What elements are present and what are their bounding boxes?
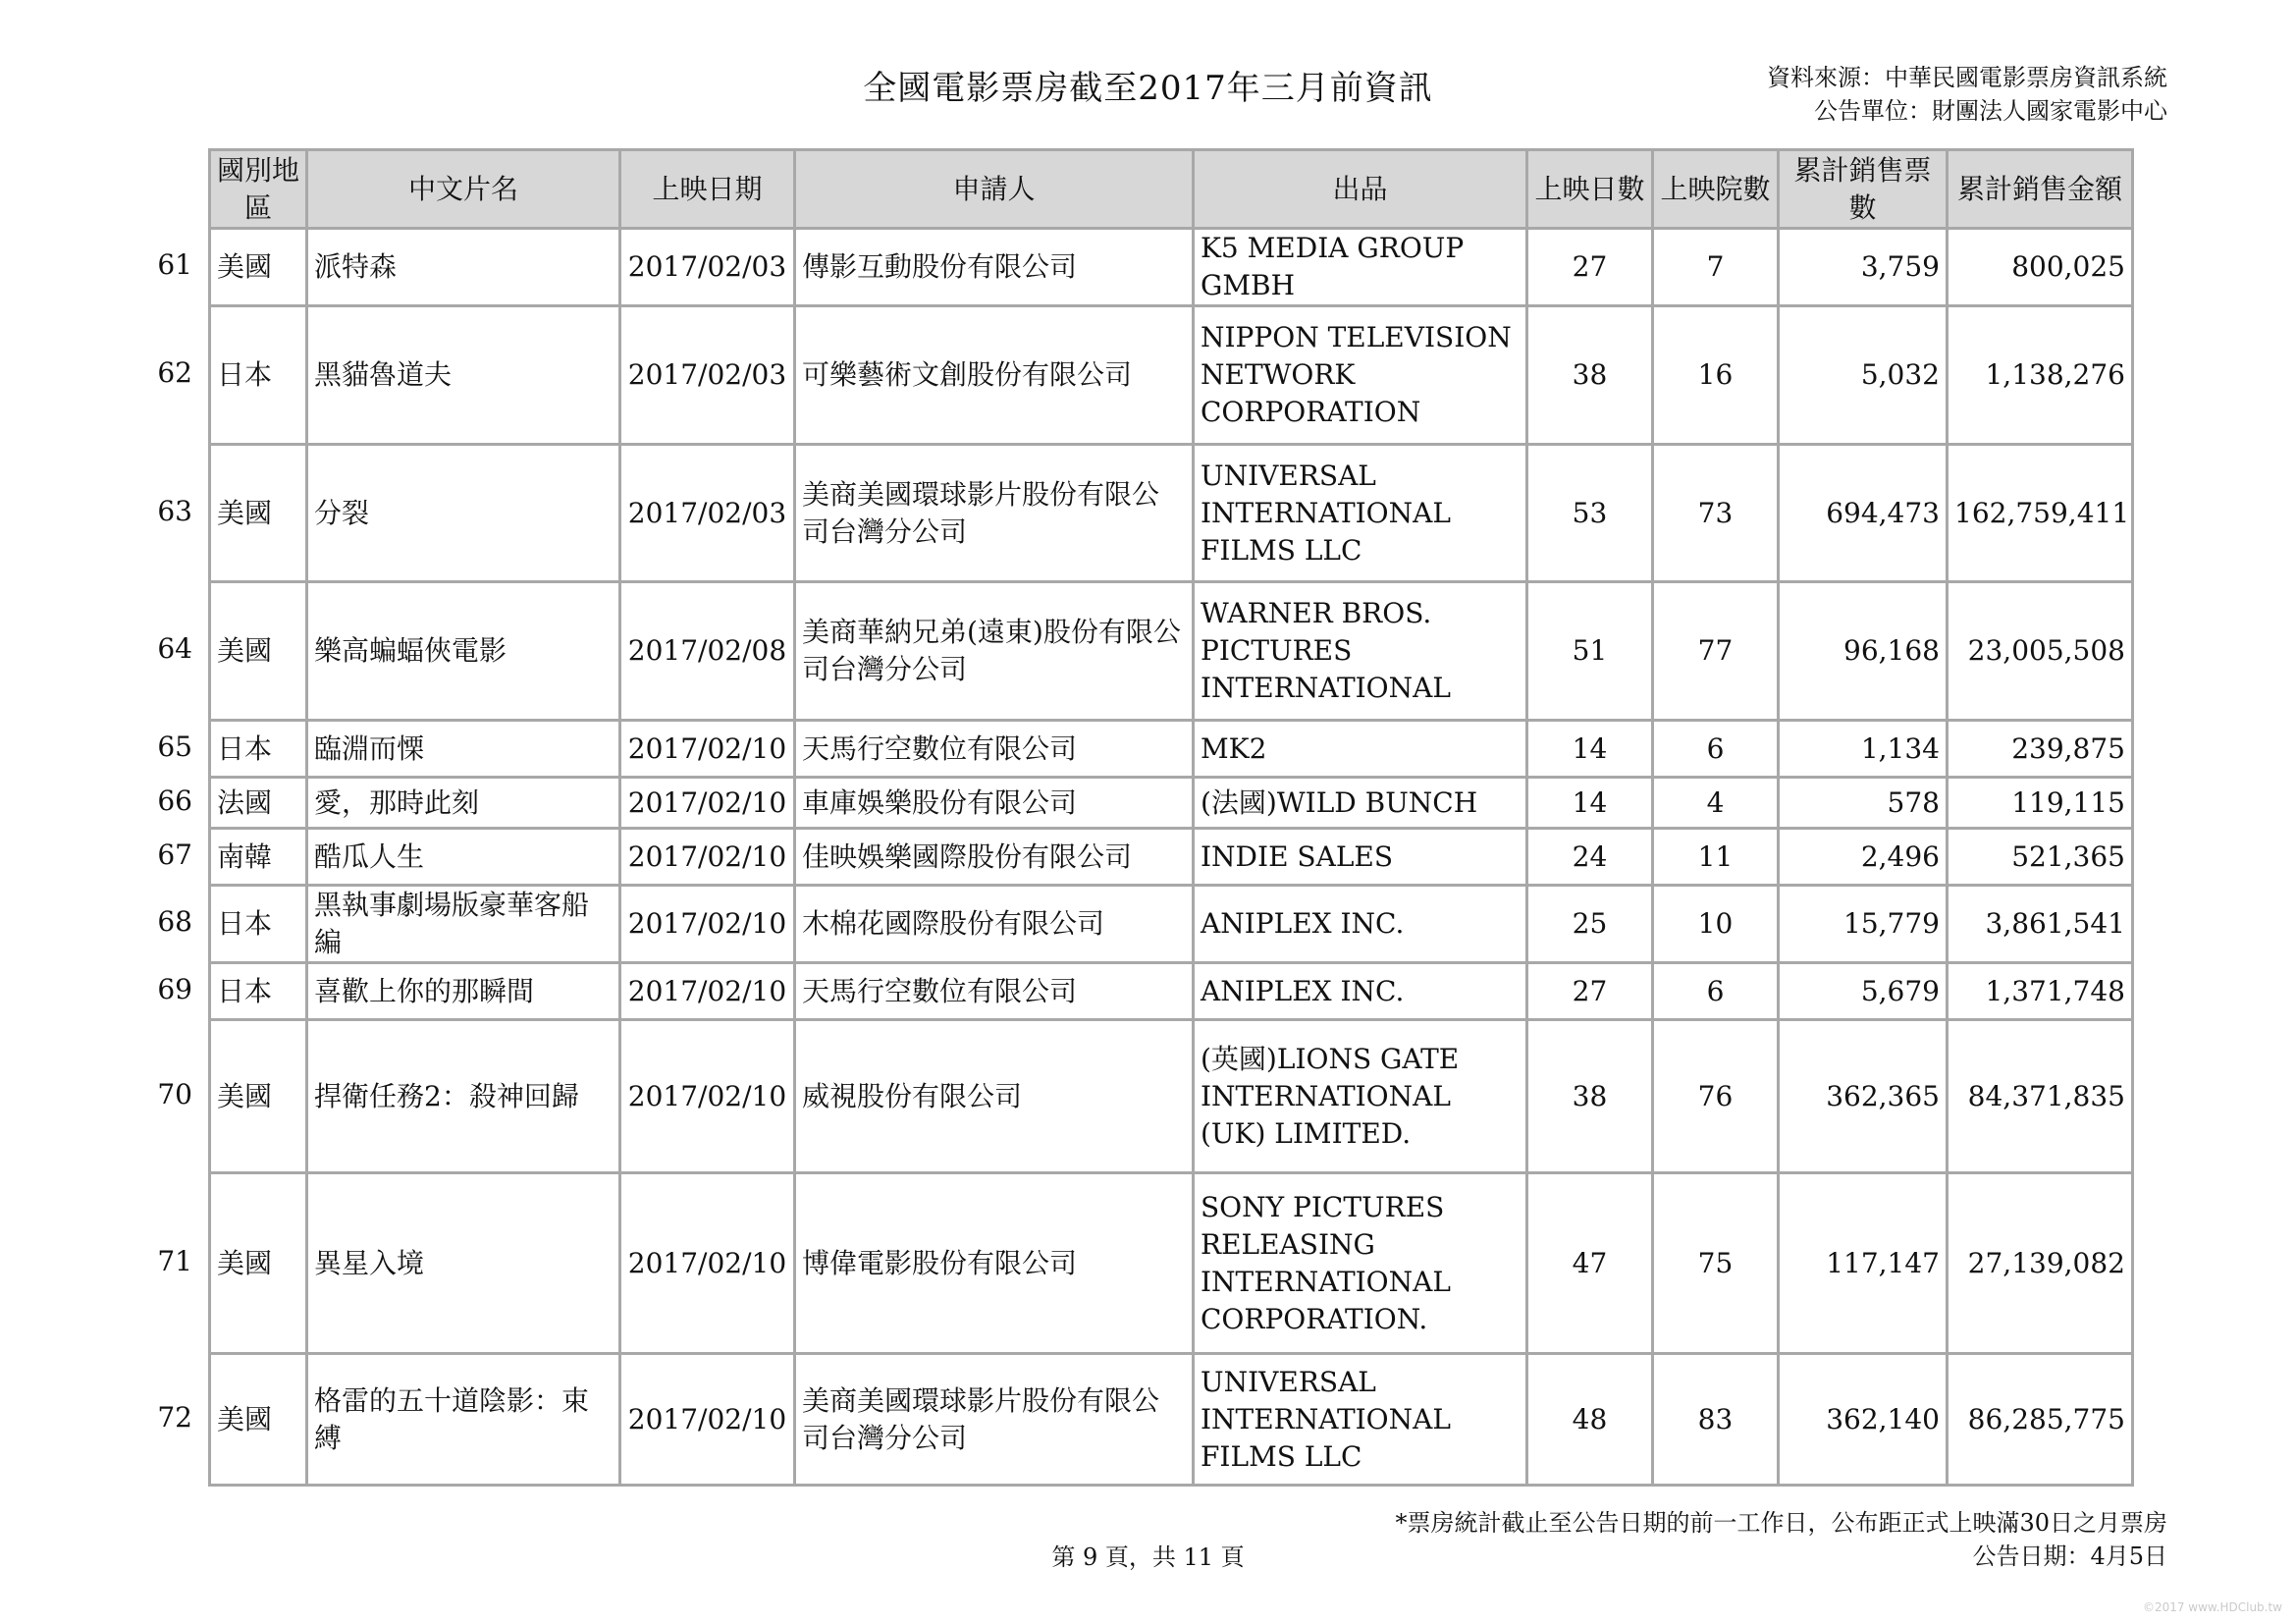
- row-gross: 162,759,411: [1948, 445, 2133, 582]
- table-row: [210, 886, 2133, 963]
- row-producer: UNIVERSAL INTERNATIONAL FILMS LLC: [1194, 1354, 1527, 1486]
- row-country: 美國: [210, 582, 307, 721]
- row-theaters: 10: [1653, 886, 1779, 963]
- row-theaters: 76: [1653, 1020, 1779, 1173]
- row-title: 格雷的五十道陰影：束縛: [307, 1354, 620, 1486]
- row-date: 2017/02/10: [620, 721, 795, 778]
- row-gross: 800,025: [1948, 229, 2133, 306]
- row-number: 72: [157, 1400, 192, 1434]
- row-title: 分裂: [307, 445, 620, 582]
- header-gross: 累計銷售金額: [1948, 150, 2133, 229]
- row-title: 黑貓魯道夫: [307, 306, 620, 445]
- row-days: 38: [1527, 1020, 1653, 1173]
- table-row: [210, 829, 2133, 886]
- header-producer: 出品: [1194, 150, 1527, 229]
- row-days: 38: [1527, 306, 1653, 445]
- row-theaters: 6: [1653, 721, 1779, 778]
- publisher-line: 公告單位：財團法人國家電影中心: [1814, 97, 2167, 125]
- row-producer: WARNER BROS. PICTURES INTERNATIONAL: [1194, 582, 1527, 721]
- row-theaters: 6: [1653, 963, 1779, 1020]
- row-applicant: 木棉花國際股份有限公司: [795, 886, 1194, 963]
- row-tickets: 1,134: [1779, 721, 1948, 778]
- row-applicant: 傳影互動股份有限公司: [795, 229, 1194, 306]
- row-producer: (法國)WILD BUNCH: [1194, 778, 1527, 829]
- row-title: 捍衛任務2：殺神回歸: [307, 1020, 620, 1173]
- row-producer: (英國)LIONS GATE INTERNATIONAL (UK) LIMITED.: [1194, 1020, 1527, 1173]
- table-row: [210, 1173, 2133, 1354]
- row-number: 71: [157, 1244, 192, 1277]
- row-gross: 84,371,835: [1948, 1020, 2133, 1173]
- row-days: 53: [1527, 445, 1653, 582]
- row-theaters: 75: [1653, 1173, 1779, 1354]
- row-country: 日本: [210, 721, 307, 778]
- row-applicant: 威視股份有限公司: [795, 1020, 1194, 1173]
- row-days: 14: [1527, 778, 1653, 829]
- announcement-date: 公告日期：4月5日: [1972, 1543, 2167, 1570]
- row-tickets: 694,473: [1779, 445, 1948, 582]
- row-number: 68: [157, 905, 192, 938]
- row-country: 美國: [210, 229, 307, 306]
- row-tickets: 96,168: [1779, 582, 1948, 721]
- row-number: 61: [157, 248, 192, 281]
- row-country: 法國: [210, 778, 307, 829]
- header-date: 上映日期: [620, 150, 795, 229]
- table-row: [210, 306, 2133, 445]
- row-producer: UNIVERSAL INTERNATIONAL FILMS LLC: [1194, 445, 1527, 582]
- row-tickets: 5,032: [1779, 306, 1948, 445]
- row-title: 臨淵而慄: [307, 721, 620, 778]
- row-producer: NIPPON TELEVISION NETWORK CORPORATION: [1194, 306, 1527, 445]
- row-theaters: 11: [1653, 829, 1779, 886]
- row-applicant: 車庫娛樂股份有限公司: [795, 778, 1194, 829]
- row-gross: 27,139,082: [1948, 1173, 2133, 1354]
- row-country: 日本: [210, 306, 307, 445]
- row-applicant: 佳映娛樂國際股份有限公司: [795, 829, 1194, 886]
- row-number: 65: [157, 730, 192, 763]
- row-number: 66: [157, 784, 192, 817]
- row-gross: 239,875: [1948, 721, 2133, 778]
- table-row: [210, 778, 2133, 829]
- row-number: 69: [157, 972, 192, 1005]
- row-title: 酷瓜人生: [307, 829, 620, 886]
- row-tickets: 362,365: [1779, 1020, 1948, 1173]
- row-date: 2017/02/10: [620, 1020, 795, 1173]
- row-producer: INDIE SALES: [1194, 829, 1527, 886]
- header-days: 上映日數: [1527, 150, 1653, 229]
- table-header-row: [210, 150, 2133, 229]
- row-applicant: 天馬行空數位有限公司: [795, 963, 1194, 1020]
- footnote-text: *票房統計截止至公告日期的前一工作日，公布距正式上映滿30日之月票房: [1395, 1509, 2167, 1537]
- header-country: 國別地區: [210, 150, 307, 229]
- row-gross: 3,861,541: [1948, 886, 2133, 963]
- row-applicant: 可樂藝術文創股份有限公司: [795, 306, 1194, 445]
- source-line: 資料來源：中華民國電影票房資訊系統: [1767, 64, 2167, 91]
- row-producer: ANIPLEX INC.: [1194, 886, 1527, 963]
- row-tickets: 362,140: [1779, 1354, 1948, 1486]
- row-date: 2017/02/10: [620, 829, 795, 886]
- row-title: 喜歡上你的那瞬間: [307, 963, 620, 1020]
- row-title: 派特森: [307, 229, 620, 306]
- row-producer: ANIPLEX INC.: [1194, 963, 1527, 1020]
- row-country: 美國: [210, 1173, 307, 1354]
- row-applicant: 美商美國環球影片股份有限公司台灣分公司: [795, 1354, 1194, 1486]
- row-number: 64: [157, 632, 192, 665]
- header-applicant: 申請人: [795, 150, 1194, 229]
- row-tickets: 3,759: [1779, 229, 1948, 306]
- data-source: [1767, 61, 2167, 128]
- row-days: 48: [1527, 1354, 1653, 1486]
- row-applicant: 美商華納兄弟(遠東)股份有限公司台灣分公司: [795, 582, 1194, 721]
- header-theaters: 上映院數: [1653, 150, 1779, 229]
- row-date: 2017/02/03: [620, 229, 795, 306]
- site-watermark: ©2017 www.HDClub.tw: [2142, 1600, 2282, 1614]
- row-theaters: 77: [1653, 582, 1779, 721]
- row-tickets: 117,147: [1779, 1173, 1948, 1354]
- row-days: 14: [1527, 721, 1653, 778]
- row-producer: MK2: [1194, 721, 1527, 778]
- row-tickets: 15,779: [1779, 886, 1948, 963]
- row-gross: 86,285,775: [1948, 1354, 2133, 1486]
- row-country: 南韓: [210, 829, 307, 886]
- box-office-table: [208, 148, 2134, 1487]
- row-days: 25: [1527, 886, 1653, 963]
- row-country: 美國: [210, 1020, 307, 1173]
- row-theaters: 4: [1653, 778, 1779, 829]
- row-gross: 119,115: [1948, 778, 2133, 829]
- row-applicant: 天馬行空數位有限公司: [795, 721, 1194, 778]
- page-title: 全國電影票房截至2017年三月前資訊: [863, 69, 1433, 108]
- row-days: 24: [1527, 829, 1653, 886]
- row-title: 異星入境: [307, 1173, 620, 1354]
- page-number: 第 9 頁，共 11 頁: [1051, 1543, 1245, 1571]
- row-date: 2017/02/10: [620, 963, 795, 1020]
- row-gross: 1,371,748: [1948, 963, 2133, 1020]
- row-producer: K5 MEDIA GROUP GMBH: [1194, 229, 1527, 306]
- row-number: 62: [157, 356, 192, 389]
- row-date: 2017/02/10: [620, 1354, 795, 1486]
- row-gross: 521,365: [1948, 829, 2133, 886]
- table-row: [210, 1020, 2133, 1173]
- row-theaters: 83: [1653, 1354, 1779, 1486]
- table-row: [210, 229, 2133, 306]
- row-applicant: 博偉電影股份有限公司: [795, 1173, 1194, 1354]
- row-date: 2017/02/10: [620, 1173, 795, 1354]
- table-row: [210, 582, 2133, 721]
- row-title: 愛，那時此刻: [307, 778, 620, 829]
- row-days: 27: [1527, 229, 1653, 306]
- row-theaters: 16: [1653, 306, 1779, 445]
- row-tickets: 2,496: [1779, 829, 1948, 886]
- row-applicant: 美商美國環球影片股份有限公司台灣分公司: [795, 445, 1194, 582]
- row-date: 2017/02/03: [620, 306, 795, 445]
- row-number: 63: [157, 494, 192, 527]
- header-title: 中文片名: [307, 150, 620, 229]
- row-tickets: 5,679: [1779, 963, 1948, 1020]
- header-tickets: 累計銷售票數: [1779, 150, 1948, 229]
- table-row: [210, 1354, 2133, 1486]
- row-title: 黑執事劇場版豪華客船編: [307, 886, 620, 963]
- row-date: 2017/02/08: [620, 582, 795, 721]
- table-row: [210, 963, 2133, 1020]
- row-date: 2017/02/03: [620, 445, 795, 582]
- row-gross: 23,005,508: [1948, 582, 2133, 721]
- row-number: 67: [157, 838, 192, 871]
- row-days: 27: [1527, 963, 1653, 1020]
- row-country: 美國: [210, 445, 307, 582]
- table-row: [210, 445, 2133, 582]
- row-producer: SONY PICTURES RELEASING INTERNATIONAL CORPORATION.: [1194, 1173, 1527, 1354]
- row-theaters: 73: [1653, 445, 1779, 582]
- row-theaters: 7: [1653, 229, 1779, 306]
- row-days: 51: [1527, 582, 1653, 721]
- row-country: 美國: [210, 1354, 307, 1486]
- row-date: 2017/02/10: [620, 886, 795, 963]
- row-date: 2017/02/10: [620, 778, 795, 829]
- row-country: 日本: [210, 963, 307, 1020]
- table-row: [210, 721, 2133, 778]
- row-days: 47: [1527, 1173, 1653, 1354]
- row-title: 樂高蝙蝠俠電影: [307, 582, 620, 721]
- row-gross: 1,138,276: [1948, 306, 2133, 445]
- row-tickets: 578: [1779, 778, 1948, 829]
- row-number: 70: [157, 1077, 192, 1110]
- row-country: 日本: [210, 886, 307, 963]
